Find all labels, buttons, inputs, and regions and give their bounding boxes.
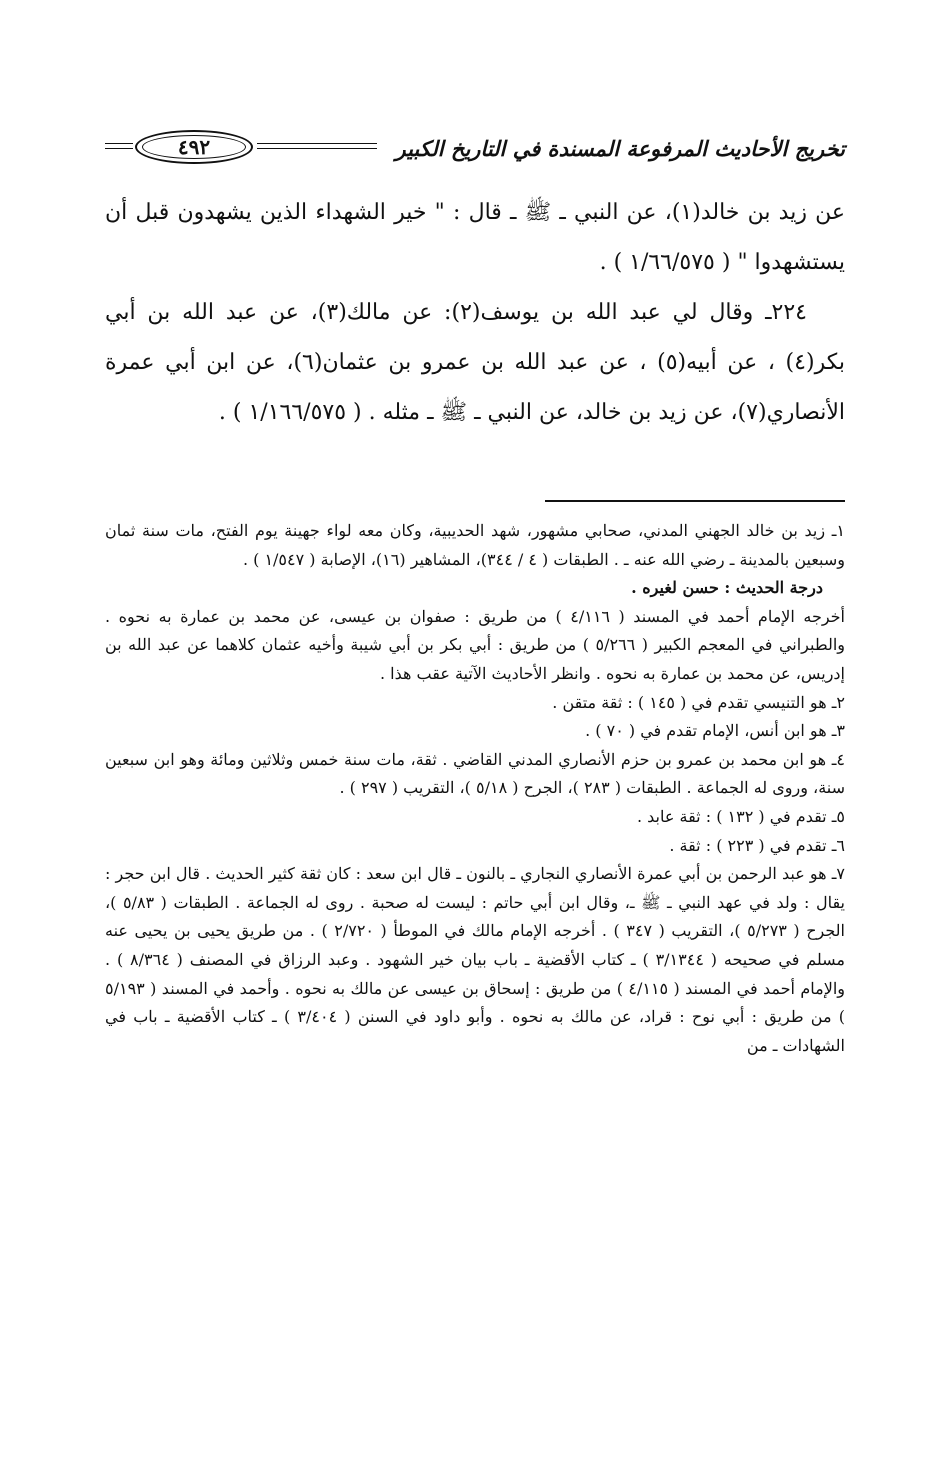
footnote-6: ٦ـ تقدم في ( ٢٢٣ ) : ثقة .: [669, 835, 845, 855]
hadith-paragraph: عن زيد بن خالد(١)، عن النبي ـ ﷺ ـ قال : " خير الشهداء الذين يشهدون قبل أن يستشهدوا " ( ١/٦٦/٥٧٥ ) .: [105, 200, 846, 275]
header-rule: [105, 143, 133, 144]
hadith-grade: درجة الحديث : حسن لغيره .: [631, 578, 823, 598]
footnote-takhrij: أخرجه الإمام أحمد في المسند ( ٤/١١٦ ) من طريق : صفوان بن عيسى، عن محمد بن عمارة به نحوه . والطبراني في المعجم الكبير ( ٥/٢٦٦ ) من طريق : أبي بكر بن أبي شيبة وأخيه عثمان كلاهما عن عبد الله بن إدريس، عن محمد بن عمارة به نحوه . وانظر الأحاديث الآتية عقب هذا .: [105, 606, 845, 683]
footnote-7: ٧ـ هو عبد الرحمن بن أبي عمرة الأنصاري النجاري ـ بالنون ـ قال ابن سعد : كان ثقة كثير الحديث . قال ابن حجر : يقال : ولد في عهد النبي ـ ﷺ ـ، وقال ابن أبي حاتم : ليست له صحبة . روى له الجماعة . الطبقات ( ٥/٨٣ )، الجرح ( ٥/٢٧٣ )، التقريب ( ٣٤٧ ) . أخرجه الإمام مالك في الموطأ ( ٢/٧٢٠ ) . من طريق يحيى بن يحيى عنه مسلم في صحيحه ( ٣/١٣٤٤ ) ـ كتاب الأقضية ـ باب بيان خير الشهود . وعبد الرزاق في المصنف ( ٨/٣٦٤ ) . والإمام أحمد في المسند ( ٤/١١٥ ) من طريق : إسحاق بن عيسى عن مالك به نحوه . وأحمد في المسند ( ٥/١٩٣ ) من طريق : أبي نوح : قراد، عن مالك به نحوه . وأبو داود في السنن ( ٣/٤٠٤ ) ـ كتاب الأقضية ـ باب في الشهادات ـ من: [105, 864, 846, 1055]
footnote-divider: [545, 500, 845, 502]
hadith-paragraph: ٢٢٤ـ وقال لي عبد الله بن يوسف(٢): عن مالك(٣)، عن عبد الله بن أبي بكر(٤) ، عن أبيه(٥) ، عن عبد الله بن عمرو بن عثمان(٦)، عن ابن أبي عمرة الأنصاري(٧)، عن زيد بن خالد، عن النبي ـ ﷺ ـ مثله . ( ١/١٦٦/٥٧٥ ) .: [105, 300, 845, 425]
footnote-1: ١ـ زيد بن خالد الجهني المدني، صحابي مشهور، شهد الحديبية، وكان معه لواء جهينة يوم الفتح، مات سنة ثمان وسبعين بالمدينة ـ رضي الله عنه ـ . الطبقات ( ٤ / ٣٤٤)، المشاهير (١٦)، الإصابة ( ١/٥٤٧ ) .: [105, 521, 846, 569]
footnote-2: ٢ـ هو التنيسي تقدم في ( ١٤٥ ) : ثقة متقن .: [552, 692, 845, 712]
main-text: [105, 188, 845, 438]
page-header: [105, 130, 845, 174]
page-number: ٤٩٢: [135, 130, 253, 164]
footnote-5: ٥ـ تقدم في ( ١٣٢ ) : ثقة عابد .: [636, 806, 845, 826]
header-rule: [105, 148, 133, 149]
footnote-4: ٤ـ هو ابن محمد بن عمرو بن حزم الأنصاري المدني القاضي . ثقة، مات سنة خمس وثلاثين ومائة وهو ابن سبعين سنة، وروى له الجماعة . الطبقات ( ٢٨٣ )، الجرح ( ٥/١٨ )، التقريب ( ٢٩٧ ) .: [105, 749, 846, 798]
header-rule: [257, 143, 377, 144]
running-title: تخريج الأحاديث المرفوعة المسندة في التاريخ الكبير: [395, 136, 845, 161]
footnotes: [105, 517, 845, 1060]
header-rule: [257, 148, 377, 149]
footnote-3: ٣ـ هو ابن أنس، الإمام تقدم في ( ٧٠ ) .: [585, 721, 845, 741]
